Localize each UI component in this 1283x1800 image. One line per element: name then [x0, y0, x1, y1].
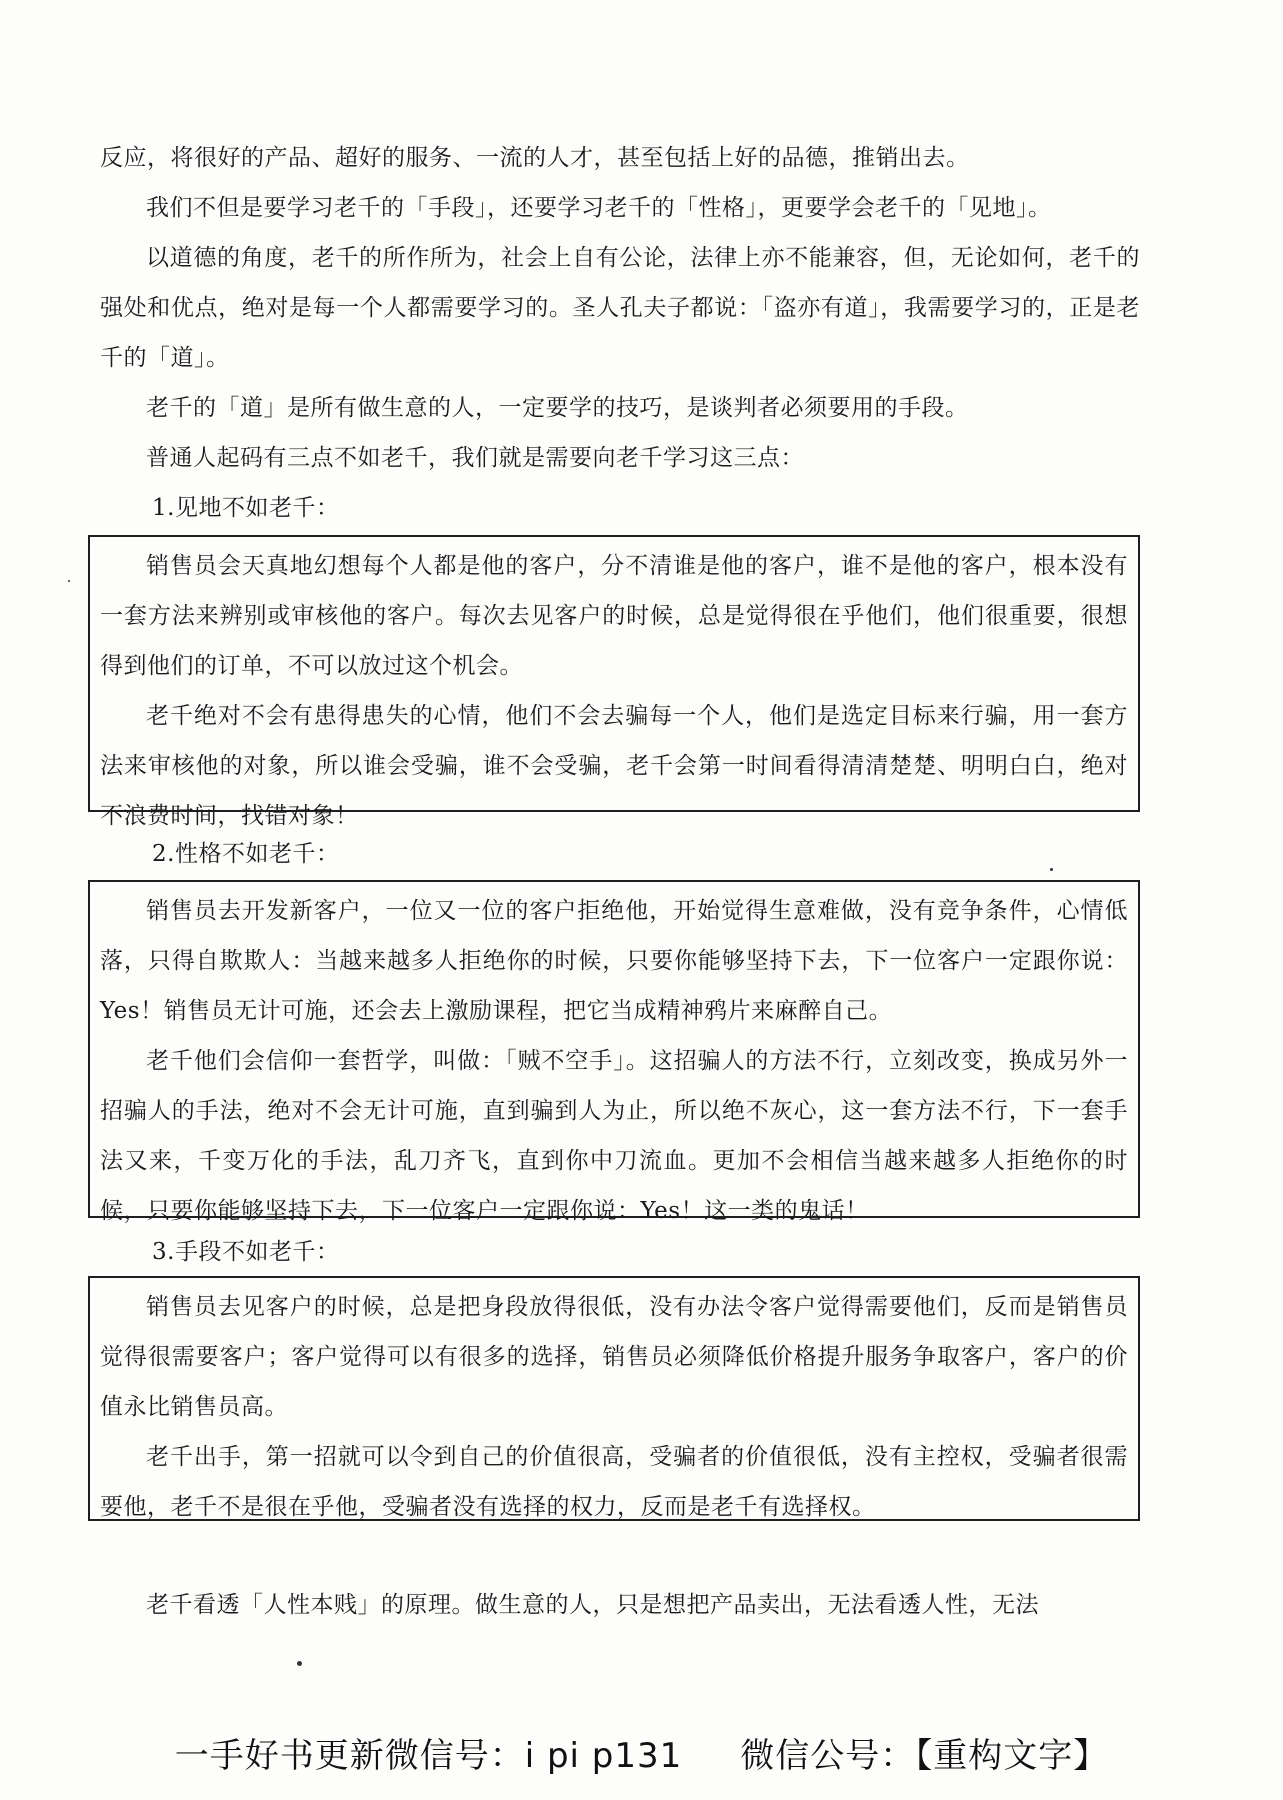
section-2-paragraph-1: 销售员去开发新客户，一位又一位的客户拒绝他，开始觉得生意难做，没有竞争条件，心情低落，只得自欺欺人：当越来越多人拒绝你的时候，只要你能够坚持下去，下一位客户一定跟你说：Yes！销售员无计可施，还会去上激励课程，把它当成精神鸦片来麻醉自己。	[100, 898, 1128, 1024]
section-2-box	[88, 880, 1140, 1224]
section-3-paragraph-2: 老千出手，第一招就可以令到自己的价值很高，受骗者的价值很低，没有主控权，受骗者很需要他，老千不是很在乎他，受骗者没有选择的权力，反而是老千有选择权。	[100, 1444, 1128, 1520]
section-3-box	[88, 1276, 1140, 1521]
section-2-heading: 2.性格不如老千：	[152, 841, 340, 867]
section-1-paragraph-2: 老千绝对不会有患得患失的心情，他们不会去骗每一个人，他们是选定目标来行骗，用一套方法来审核他的对象，所以谁会受骗，谁不会受骗，老千会第一时间看得清清楚楚、明明白白，绝对不浪费时间，找错对象！	[100, 703, 1128, 829]
scan-speck	[1050, 868, 1053, 871]
section-1-box	[88, 535, 1140, 829]
intro-paragraph-5: 普通人起码有三点不如老千，我们就是需要向老千学习这三点：	[146, 445, 804, 471]
section-2-paragraph-2: 老千他们会信仰一套哲学，叫做：「贼不空手」。这招骗人的方法不行，立刻改变，换成另外一招骗人的手法，绝对不会无计可施，直到骗到人为止，所以绝不灰心，这一套方法不行，下一套手法又来，千变万化的手法，乱刀齐飞，直到你中刀流血。更加不会相信当越来越多人拒绝你的时候，只要你能够坚持下去，下一位客户一定跟你说：Yes！这一类的鬼话！	[100, 1048, 1128, 1224]
intro-paragraph-3: 以道德的角度，老千的所作所为，社会上自有公论，法律上亦不能兼容，但，无论如何，老千的强处和优点，绝对是每一个人都需要学习的。圣人孔夫子都说：「盗亦有道」，我需要学习的，正是老千的「道」。	[100, 245, 1140, 371]
intro-paragraph-2: 我们不但是要学习老千的「手段」，还要学习老千的「性格」，更要学会老千的「见地」。	[146, 195, 1052, 221]
footer-public-account: 微信公号：【重构文字】	[740, 1736, 1109, 1776]
section-1-paragraph-1: 销售员会天真地幻想每个人都是他的客户，分不清谁是他的客户，谁不是他的客户，根本没有一套方法来辨别或审核他的客户。每次去见客户的时候，总是觉得很在乎他们，他们很重要，很想得到他们的订单，不可以放过这个机会。	[100, 553, 1128, 679]
closing-block	[100, 1580, 1140, 1630]
section-1-heading: 1.见地不如老千：	[152, 495, 340, 521]
footer-wechat-id: 一手好书更新微信号：i pi p131	[174, 1736, 683, 1776]
section-3-paragraph-1: 销售员去见客户的时候，总是把身段放得很低，没有办法令客户觉得需要他们，反而是销售员觉得很需要客户；客户觉得可以有很多的选择，销售员必须降低价格提升服务争取客户，客户的价值永比销售员高。	[100, 1294, 1128, 1420]
section-3-heading: 3.手段不如老千：	[152, 1239, 340, 1265]
footer-watermark	[0, 1728, 1283, 1777]
intro-paragraph-4: 老千的「道」是所有做生意的人，一定要学的技巧，是谈判者必须要用的手段。	[146, 395, 969, 421]
intro-block	[100, 133, 1140, 483]
scan-speck	[68, 580, 70, 582]
intro-paragraph-1: 反应，将很好的产品、超好的服务、一流的人才，甚至包括上好的品德，推销出去。	[100, 145, 970, 171]
scan-speck	[297, 1661, 302, 1666]
closing-paragraph: 老千看透「人性本贱」的原理。做生意的人，只是想把产品卖出，无法看透人性，无法	[146, 1592, 1039, 1618]
